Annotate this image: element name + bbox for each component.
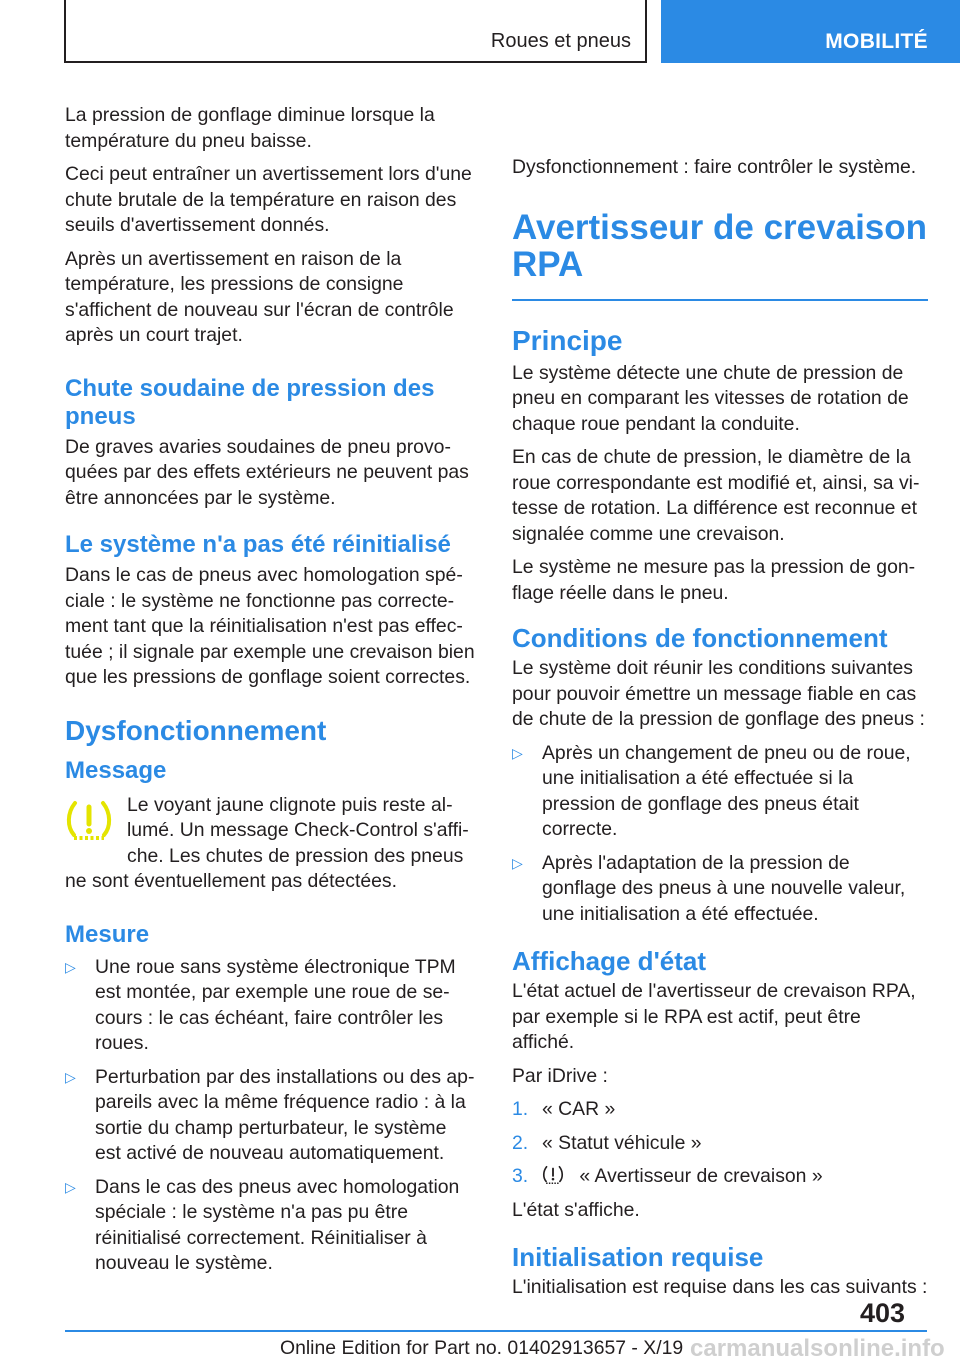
header-chapter-title: MOBILITÉ: [825, 30, 928, 53]
step-number: 1.: [512, 1098, 529, 1120]
paragraph: Le système ne mesure pas la pression de gonflage réelle dans le pneu.: [512, 556, 916, 604]
paragraph: L'état s'affiche.: [512, 1198, 640, 1221]
triangle-bullet-icon: ▷: [65, 1068, 76, 1085]
watermark: carmanualsonline.info: [690, 1335, 945, 1362]
header-chapter-tab: [661, 0, 960, 63]
list-item: ▷ Dans le cas des pneus avec homologation spéciale : le système n'a pas pu être réinitialisé correctement. Réinitialiser à nouveau le système.: [65, 1175, 460, 1274]
heading-init-required: Initialisation requise: [512, 1242, 764, 1272]
paragraph: De graves avaries soudaines de pneu provoquées par des effets extérieurs ne peuvent pas être annoncées par le système.: [65, 435, 469, 509]
paragraph: Le système détecte une chute de pression de pneu en comparant les vitesses de rotation de chaque roue pendant la conduite.: [512, 361, 909, 435]
message-block: [65, 793, 477, 895]
paragraph: Par iDrive :: [512, 1064, 608, 1087]
triangle-bullet-icon: ▷: [65, 1178, 76, 1195]
step-number: 3.: [512, 1165, 529, 1187]
paragraph: Le voyant jaune clignote puis reste allumé. Un message Check-Control s'affiche. Les chutes de pression des pneus ne sont éventuellement pas détectées.: [65, 793, 469, 892]
paragraph: Dans le cas de pneus avec homologation spéciale : le système ne fonctionne pas correctement tant que la réinitialisation n'est pas effectuée ; il signale par exemple une crevaison bien que les pressions de gonflage soient correctes.: [65, 564, 475, 688]
left-column: [65, 103, 477, 1285]
heading-measure: Mesure: [65, 920, 150, 948]
tire-pressure-warning-icon: [65, 797, 113, 845]
triangle-bullet-icon: ▷: [512, 744, 523, 761]
paragraph: Après un avertissement en raison de la température, les pressions de consigne s'affichent de nouveau sur l'écran de contrôle après un court trajet.: [65, 247, 454, 346]
paragraph: Ceci peut entraîner un avertissement lors d'une chute brutale de la température en raison des seuils d'avertissement donnés.: [65, 163, 472, 236]
step-item: 3. « Avertisseur de crevaison »: [512, 1164, 928, 1190]
header-section-title: Roues et pneus: [490, 30, 631, 52]
heading-rpa: Avertisseur de crevaison RPA: [512, 207, 928, 284]
tire-pressure-icon: [542, 1164, 564, 1186]
list-item: ▷ Après l'adaptation de la pression de gonflage des pneus à une nouvelle valeur, une initialisation a été effectuée.: [512, 851, 906, 925]
right-column: [512, 155, 928, 1309]
paragraph: L'état actuel de l'avertisseur de crevaison RPA, par exemple si le RPA est actif, peut être affiché.: [512, 980, 916, 1053]
heading-message: Message: [65, 756, 167, 784]
list-item: ▷ Après un changement de pneu ou de roue, une initialisation a été effectuée si la pression de gonflage des pneus était correcte.: [512, 741, 911, 840]
heading-status-display: Affichage d'état: [512, 946, 706, 976]
step-number: 2.: [512, 1131, 529, 1154]
paragraph: Le système doit réunir les conditions suivantes pour pouvoir émettre un message fiable en cas de chute de la pression de gonflage des pneus :: [512, 657, 925, 730]
heading-not-reset: Le système n'a pas été réinitialisé: [65, 531, 451, 558]
heading-conditions: Conditions de fonctionnement: [512, 623, 888, 653]
heading-principle: Principe: [512, 324, 623, 356]
footer-edition: Online Edition for Part no. 01402913657 - X/19: [280, 1337, 684, 1359]
paragraph: Dysfonctionnement : faire contrôler le système.: [512, 156, 917, 178]
heading-sudden-drop: Chute soudaine de pression des pneus: [65, 374, 435, 430]
list-item: ▷ Perturbation par des installations ou des appareils avec la même fréquence radio : à la sortie du champ perturbateur, le système est activé de nouveau automatiquement.: [65, 1065, 475, 1164]
footer-rule: [65, 1330, 927, 1332]
paragraph: La pression de gonflage diminue lorsque la température du pneu baisse.: [65, 104, 435, 152]
step-item: 2. « Statut véhicule »: [512, 1131, 928, 1157]
step-item: 1. « CAR »: [512, 1097, 928, 1123]
list-item: ▷ Une roue sans système électronique TPM est montée, par exemple une roue de secours : le cas échéant, faire contrôler les roues.: [65, 955, 456, 1054]
paragraph: L'initialisation est requise dans les cas suivants :: [512, 1276, 928, 1298]
triangle-bullet-icon: ▷: [65, 958, 76, 975]
paragraph: En cas de chute de pression, le diamètre de la roue correspondante est modifié et, ainsi, sa vitesse de rotation. La différence est reconnue et signalée comme une crevaison.: [512, 446, 920, 545]
triangle-bullet-icon: ▷: [512, 854, 523, 871]
page-number: 403: [860, 1298, 906, 1328]
header-section-box: [64, 0, 647, 63]
heading-rule: [512, 299, 928, 301]
heading-malfunction: Dysfonctionnement: [65, 714, 327, 746]
